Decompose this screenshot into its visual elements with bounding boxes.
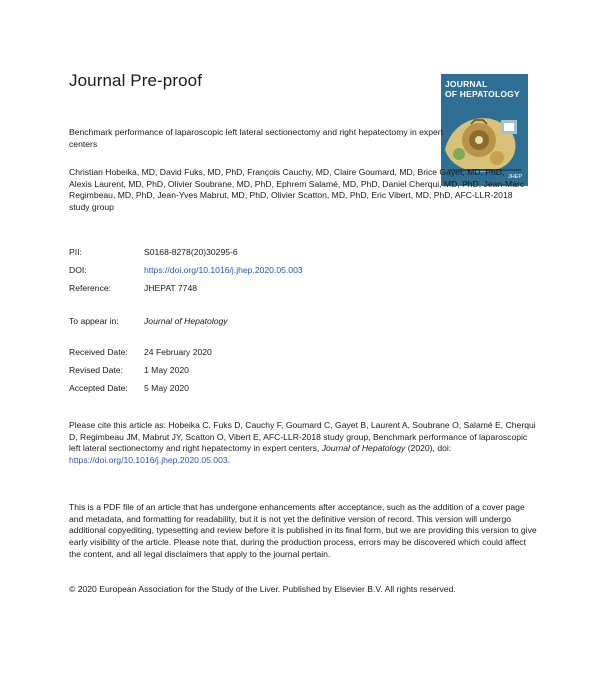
cover-footer-logo: JHEP <box>507 174 522 180</box>
received-date-value: 24 February 2020 <box>144 347 212 357</box>
pre-proof-notice: This is a PDF file of an article that has undergone enhancements after acceptance, such as the addition of a cover page and metadata, and formatting for readability, but it is not yet the definitive version of record. This version will undergo additional copyediting, typesetting and review before it is published in its final form, but we are providing this version to give early visibility of the article. Please note that, during the production process, errors may be discovered which could affect the content, and all legal disclaimers that apply to the journal pertain. <box>69 502 537 559</box>
pii-label: PII: <box>69 247 82 257</box>
revised-date-value: 1 May 2020 <box>144 365 189 375</box>
citation-doi-link[interactable]: https://doi.org/10.1016/j.jhep.2020.05.003 <box>69 455 228 466</box>
article-title: Benchmark performance of laparoscopic left lateral sectionectomy and right hepatectomy in expert centers <box>69 127 444 149</box>
citation-suffix: . <box>227 455 231 466</box>
pii-value: S0168-8278(20)30295-6 <box>144 247 238 257</box>
reference-label: Reference: <box>69 283 112 293</box>
doi-link[interactable]: https://doi.org/10.1016/j.jhep.2020.05.003 <box>144 265 303 275</box>
citation-journal: Journal of Hepatology <box>321 443 406 454</box>
accepted-date-value: 5 May 2020 <box>144 383 189 393</box>
to-appear-label: To appear in: <box>69 316 119 326</box>
accepted-date-label: Accepted Date: <box>69 383 128 393</box>
cover-title-line2: OF HEPATOLOGY <box>445 88 520 99</box>
cover-title <box>445 80 520 99</box>
doi-label: DOI: <box>69 265 87 275</box>
journal-pre-proof-heading: Journal Pre-proof <box>69 71 203 90</box>
received-date-label: Received Date: <box>69 347 128 357</box>
copyright-line: © 2020 European Association for the Study of the Liver. Published by Elsevier B.V. All rights reserved. <box>69 584 456 594</box>
citation-middle: (2020), doi: <box>405 443 452 454</box>
author-list: Christian Hobeika, MD, David Fuks, MD, PhD, François Cauchy, MD, Claire Goumard, MD, Brice Gayet, MD, PhD, Alexis Laurent, MD, PhD, Olivier Soubrane, MD, PhD, Ephrem Salamé, MD, PhD, Daniel Cherqui, MD, PhD, Jean-Marc Regimbeau, MD, PhD, Jean-Yves Mabrut, MD, PhD, Olivier Scatton, MD, PhD, Eric Vibert, MD, PhD, AFC-LLR-2018 study group <box>69 167 525 213</box>
to-appear-journal: Journal of Hepatology <box>144 316 228 326</box>
cover-title-line1: JOURNAL <box>445 79 488 89</box>
citation-prefix: Please cite this article as: Hobeika C, Fuks D, Cauchy F, Goumard C, Gayet B, Laurent A, Soubrane O, Salamé E, Cherqui D, Regimbeau JM, Mabrut JY, Scatton O, Vibert E, AFC-LLR-2018 study group, Benchmark performance of laparoscopic left lateral sectionectomy and right hepatectomy in expert centers, <box>69 420 536 454</box>
citation-paragraph <box>69 420 539 467</box>
reference-value: JHEPAT 7748 <box>144 283 198 293</box>
revised-date-label: Revised Date: <box>69 365 123 375</box>
